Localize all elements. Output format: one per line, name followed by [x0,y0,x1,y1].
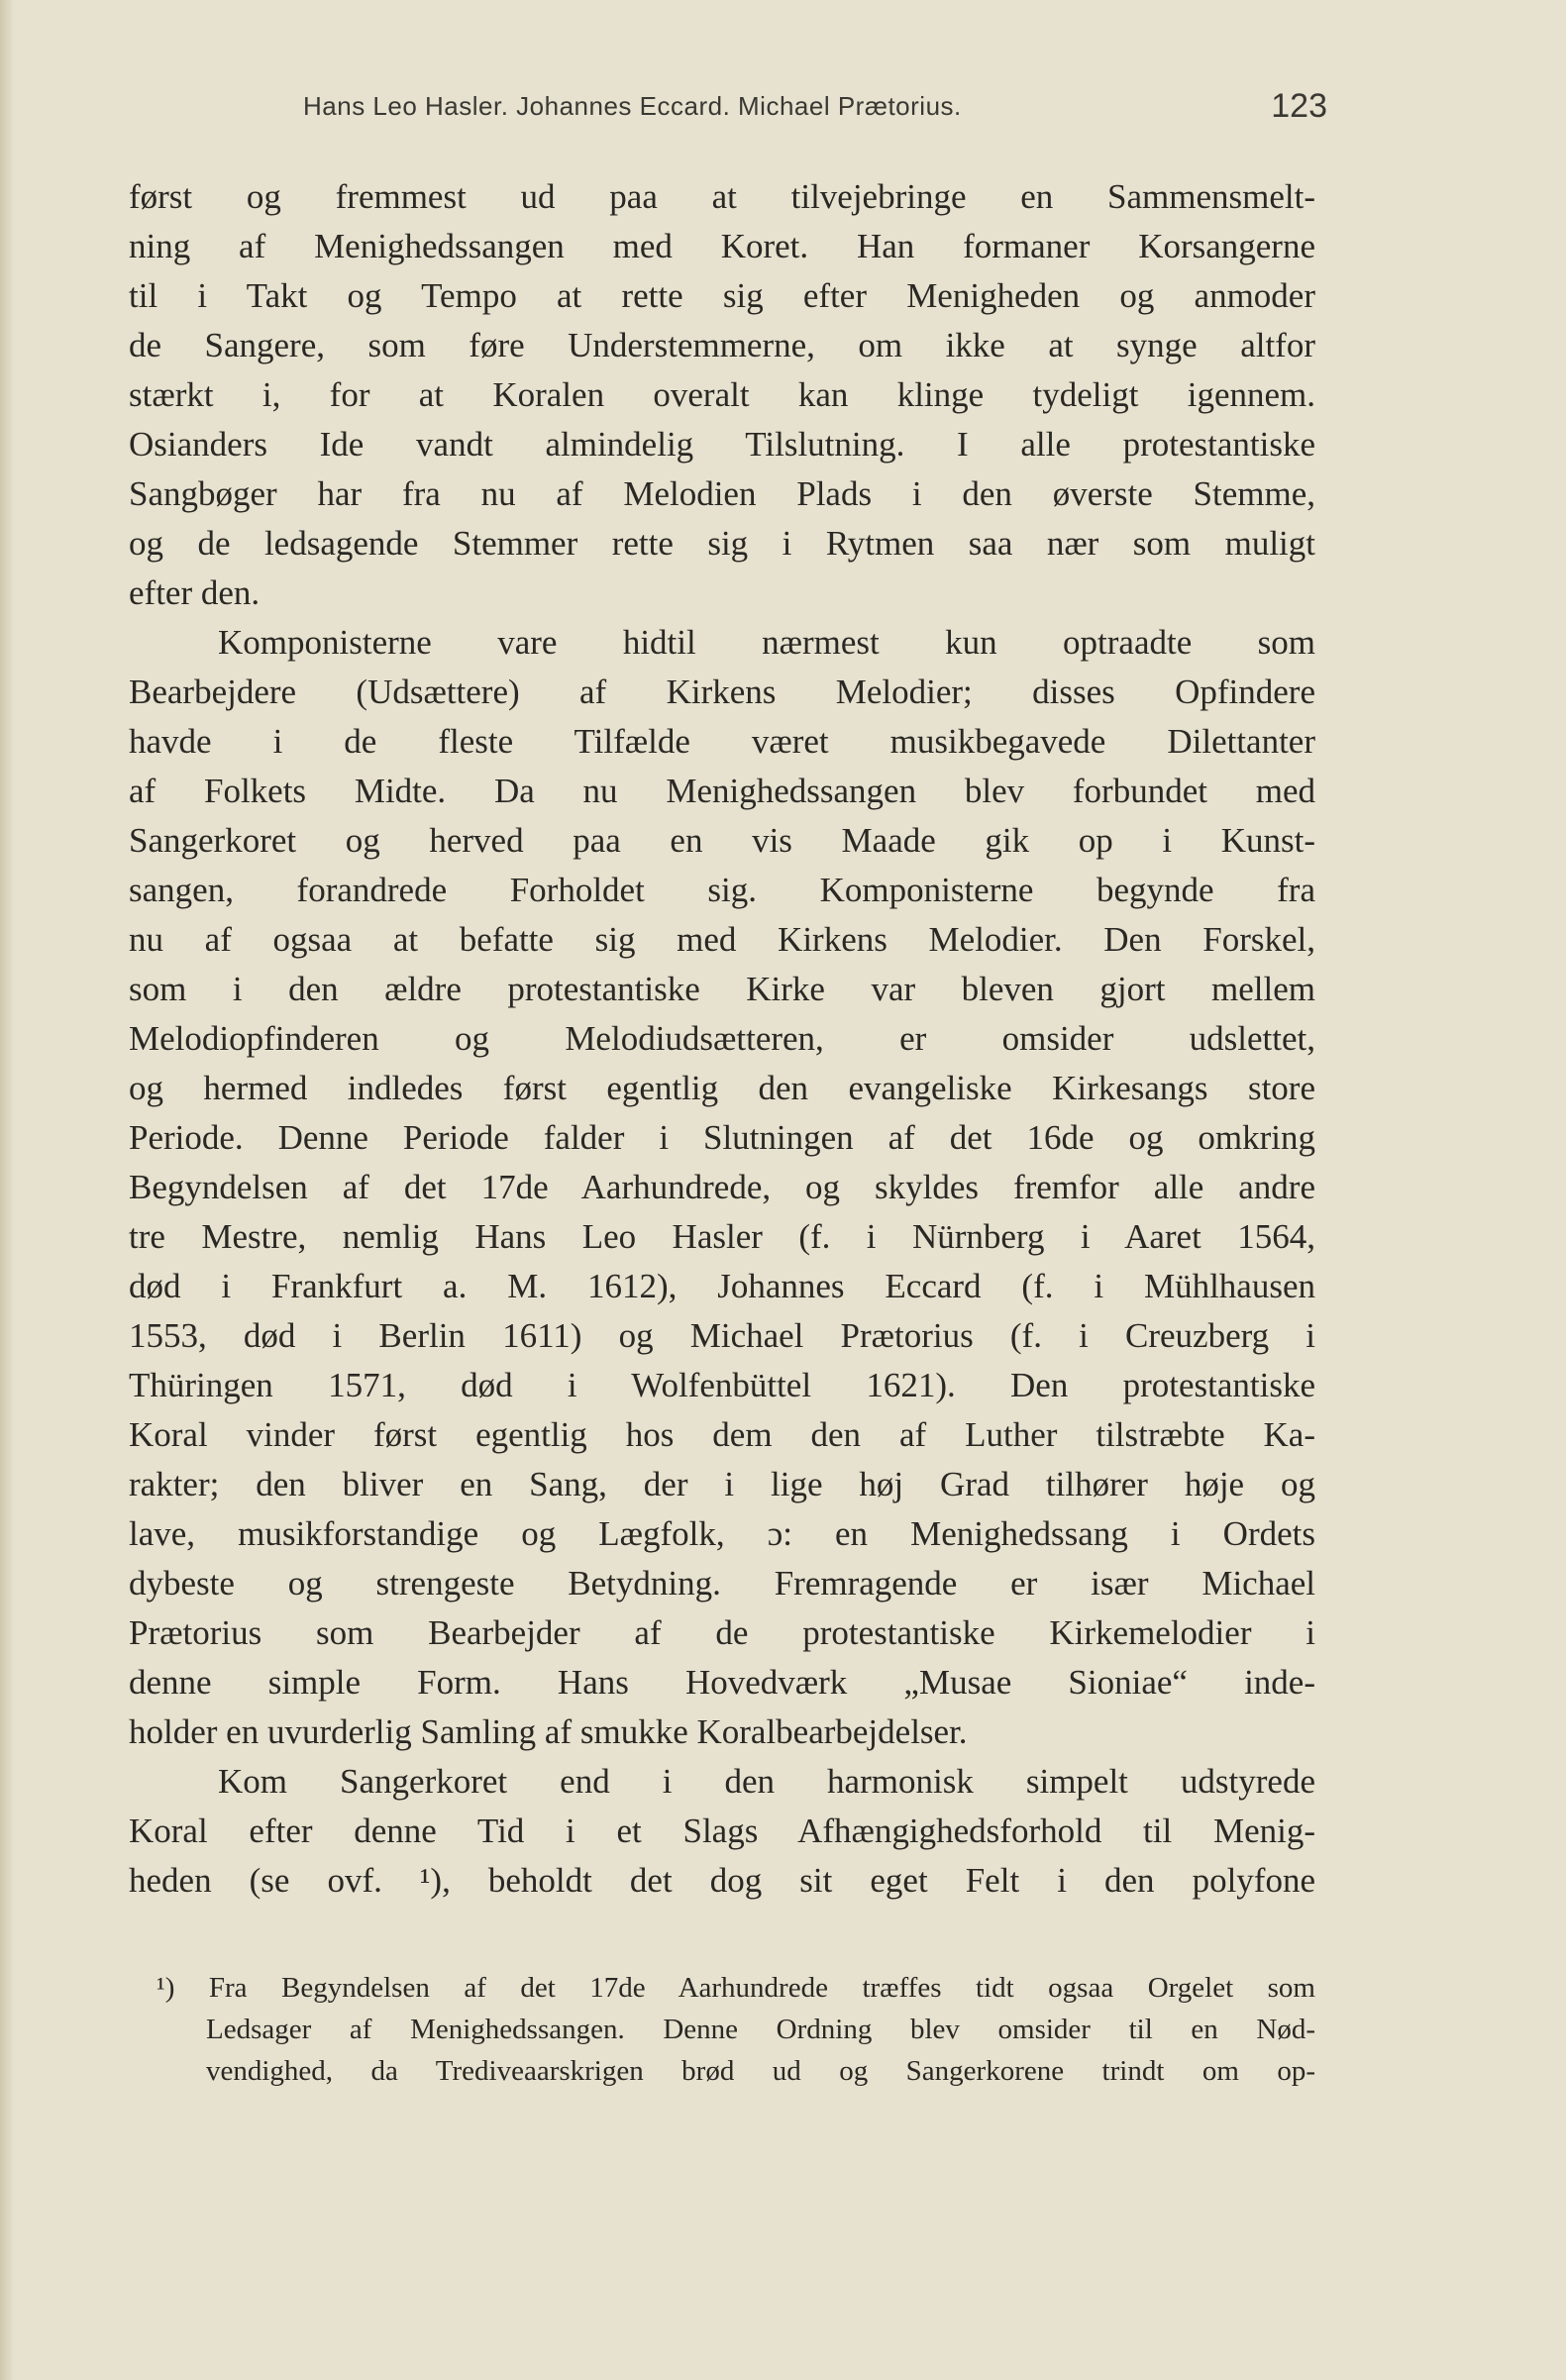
body-line: ning af Menighedssangen med Koret. Han formaner Korsangerne [129,227,1315,265]
body-line: Koral efter denne Tid i et Slags Afhængighedsforhold til Menig- [129,1811,1315,1850]
body-line: dybeste og strengeste Betydning. Fremragende er især Michael [129,1564,1315,1603]
body-line: lave, musikforstandige og Lægfolk, ɔ: en Menighedssang i Ordets [129,1514,1315,1553]
body-line: død i Frankfurt a. M. 1612), Johannes Eccard (f. i Mühlhausen [129,1267,1315,1305]
body-line: sangen, forandrede Forholdet sig. Komponisterne begynde fra [129,871,1315,909]
body-line: til i Takt og Tempo at rette sig efter Menigheden og anmoder [129,276,1315,315]
body-line: tre Mestre, nemlig Hans Leo Hasler (f. i Nürnberg i Aaret 1564, [129,1217,1315,1256]
body-line: Komponisterne vare hidtil nærmest kun optraadte som [218,623,1315,662]
body-line: som i den ældre protestantiske Kirke var bleven gjort mellem [129,970,1315,1008]
body-line: de Sangere, som føre Understemmerne, om ikke at synge altfor [129,326,1315,364]
page-edge-shadow [0,0,14,2380]
body-line: Kom Sangerkoret end i den harmonisk simpelt udstyrede [218,1762,1315,1801]
body-line: 1553, død i Berlin 1611) og Michael Prætorius (f. i Creuzberg i [129,1316,1315,1355]
body-line: Sangerkoret og herved paa en vis Maade gik op i Kunst- [129,821,1315,860]
body-line: Osianders Ide vandt almindelig Tilslutning. I alle protestantiske [129,425,1315,464]
footnote-line: Ledsager af Menighedssangen. Denne Ordning blev omsider til en Nød- [206,2014,1315,2045]
body-line: denne simple Form. Hans Hovedværk „Musae Sioniae“ inde- [129,1663,1315,1702]
body-line: Begyndelsen af det 17de Aarhundrede, og skyldes fremfor alle andre [129,1168,1315,1206]
body-line: først og fremmest ud paa at tilvejebringe en Sammensmelt- [129,177,1315,216]
body-line: Koral vinder først egentlig hos dem den af Luther tilstræbte Ka- [129,1415,1315,1454]
body-line: Sangbøger har fra nu af Melodien Plads i den øverste Stemme, [129,474,1315,513]
body-line: stærkt i, for at Koralen overalt kan klinge tydeligt igennem. [129,375,1315,414]
body-line: Melodiopfinderen og Melodiudsætteren, er omsider udslettet, [129,1019,1315,1058]
running-title: Hans Leo Hasler. Johannes Eccard. Michael Prætorius. [303,91,962,121]
body-line: af Folkets Midte. Da nu Menighedssangen blev forbundet med [129,772,1315,810]
footnotes [157,1967,1315,2092]
body-line: Periode. Denne Periode falder i Slutningen af det 16de og omkring [129,1118,1315,1157]
body-line: Prætorius som Bearbejder af de protestantiske Kirkemelodier i [129,1613,1315,1652]
body-line: rakter; den bliver en Sang, der i lige høj Grad tilhører høje og [129,1465,1315,1503]
body-line: holder en uvurderlig Samling af smukke Koralbearbejdelser. [129,1712,968,1751]
footnote-line: vendighed, da Trediveaarskrigen brød ud og Sangerkorene trindt om op- [206,2055,1315,2087]
body-line: heden (se ovf. ¹), beholdt det dog sit eget Felt i den polyfone [129,1861,1315,1900]
body-line: og de ledsagende Stemmer rette sig i Rytmen saa nær som muligt [129,524,1315,563]
body-line: og hermed indledes først egentlig den evangeliske Kirkesangs store [129,1069,1315,1107]
body-line: efter den. [129,573,261,612]
body-line: havde i de fleste Tilfælde været musikbegavede Dilettanter [129,722,1315,761]
body-line: nu af ogsaa at befatte sig med Kirkens Melodier. Den Forskel, [129,920,1315,959]
body-line: Thüringen 1571, død i Wolfenbüttel 1621). Den protestantiske [129,1366,1315,1404]
running-head [129,87,1327,131]
page-number: 123 [1271,87,1327,125]
body-text [129,172,1315,1906]
body-line: Bearbejdere (Udsættere) af Kirkens Melodier; disses Opfindere [129,673,1315,711]
footnote-line: ¹) Fra Begyndelsen af det 17de Aarhundrede træffes tidt ogsaa Orgelet som [157,1972,1315,2004]
